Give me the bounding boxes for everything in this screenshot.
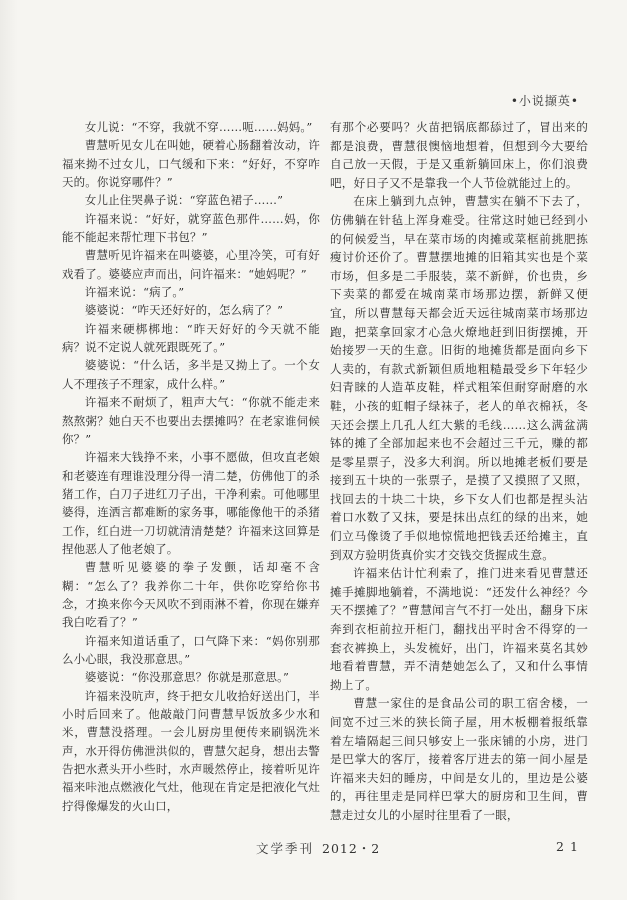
paragraph: 有那个必要吗？火苗把锅底都舔过了，冒出来的都是浪费，曹慧很懊恼地想着，但想到今大要给自己放一天假，于是又重新躺回床上，你们浪费吧，好日子又不是靠我一个人节俭就能过上的。 xyxy=(330,120,588,190)
section-header: •小说撷英• xyxy=(510,94,579,108)
paragraph: 许福来知道话重了，口气降下来：“妈你别那么小心眼，我没那意思。” xyxy=(62,633,320,666)
left-column xyxy=(62,118,320,815)
paragraph: 女儿止住哭鼻子说：“穿蓝色裙子……” xyxy=(84,193,284,208)
paragraph: 婆婆说：“你没那意思？你就是那意思。” xyxy=(84,670,290,685)
paragraph: 在床上躺到九点钟，曹慧实在躺不下去了，仿佛躺在针毡上浑身难受。往常这时她已经到小的何候爱当，早在菜市场的肉摊或菜框前挑肥拣瘦讨价还价了。曹慧摆地摊的旧箱其实也是个菜市场，但多是二手服装，菜不新鲜，价也贵，乡下卖菜的都爱在城南菜市场那边摆，新鲜又便宜，所以曹慧每天都会近天远往城南菜市场那边跑，把菜拿回家才心急火燎地赶到旧街摆摊，开始接罗一天的生意。旧街的地摊货都是面向乡下人卖的，有款式新颖但质地粗糙最受乡下年轻少妇青睐的人造革皮鞋，样式粗笨但耐穿耐磨的水鞋，小孩的虹帽子绿袜子，老人的单衣棉袄，冬天还会摆上几孔人红大紫的毛线……这么满盆满钵的摊了全部加起来也不会超过三千元，赚的都是零星票子，没多大利润。所以地摊老板们要是接到五十块的一张票子，是摸了又摸照了又照，找回去的十块二十块，乡下女人们也都是捏头沾着口水数了又抹，要是抹出点红的绿的出来，她们立马像烫了手似地惊慌地把钱丢还给摊主，直到双方验明货真价实才交钱交货握成生意。 xyxy=(330,194,588,562)
paragraph: 许福来估计忙利索了，推门进来看见曹慧还摊手摊脚地躺着，不满地说：“还发什么神经？今天不摆摊了？”曹慧闻言气不打一处出，翻身下床奔到衣柜前拉开柜门，翻找出平时舍不得穿的一套衣裤换上，头发梳好，出门，许福来莫名其妙地看着曹慧，弄不清楚她怎么了，又和什么事情拗上了。 xyxy=(330,566,588,692)
page-number: 21 xyxy=(556,839,584,854)
paragraph: 曹慧一家住的是食品公司的职工宿舍楼，一间宽不过三米的狭长筒子屋，用木板棚着报纸靠着左墙隔起三间只够安上一张床铺的小房，进门是巴掌大的客厅，接着客厅进去的第一间小屋是许福来夫妇的睡房，中间是女儿的，里边是公婆的，再往里走是同样巴掌大的厨房和卫生间，曹慧走过女儿的小屋时往里看了一眼， xyxy=(330,696,588,822)
paragraph: 许福来不耐烦了，粗声大气：“你就不能走来熬熬粥？她白天不也要出去摆摊吗？在老家谁伺候你？” xyxy=(62,395,320,446)
paragraph: 曹慧听见婆婆的拳子发颤，话却毫不含糊：“怎么了？我养你二十年，供你吃穿给你书念，才换来你今天风吹不到雨淋不着，你现在嫌弃我白吃看了？” xyxy=(62,560,320,630)
paragraph: 许福来硬梆梆地：“昨天好好的今天就不能病？说不定说人就死跟既死了。” xyxy=(62,321,320,355)
paragraph: 许福来说：“病了。” xyxy=(84,285,185,300)
issue-number: 2012・2 xyxy=(322,841,381,856)
paragraph: 曹慧听见女儿在叫她，硬着心肠翻着汝动，许福来拗不过女儿，口气缓和下来：“好好，不穿咋天的。你说穿哪件？” xyxy=(62,138,320,190)
paragraph: 女儿说：“不穿，我就不穿……呃……妈妈。” xyxy=(84,120,313,134)
paragraph: 许福来说：“好好，就穿蓝色那件……妈，你能不能起来帮忙理下书包？” xyxy=(62,211,320,245)
magazine-name: 文学季刊 xyxy=(256,841,315,856)
paragraph: 许福来没吭声，终于把女儿收拾好送出门，半小时后回来了。他敲敲门问曹慧早饭放多少水和米，曹慧没搭理。一会儿厨房里便传来刷锅洗米声，水开得仿佛泄洪似的，曹慧欠起身，想出去警告把水煮头开小些时，水声暖然停止，接着听见许福来咔池点燃液化气灶，他现在肯定是把液化气灶拧得像爆发的火山口， xyxy=(62,688,320,813)
right-column xyxy=(330,118,588,825)
page-footer xyxy=(0,839,627,859)
paragraph: 曹慧听见许福来在叫婆婆，心里冷笑，可有好戏看了。婆婆应声而出，问许福来：“她妈呢？” xyxy=(62,248,320,281)
paragraph: 婆婆说：“咋天还好好的，怎么病了？” xyxy=(84,303,284,318)
paragraph: 许福来大钱挣不来，小事不愿做，但攻直老娘和老婆连有理谁没理分得一清二楚，仿佛他丁的杀猪工作，白刀子进红刀子出，干净利索。可他哪里婆得，连洒言都难断的家务事，哪能像他干的杀猪工作，红白进一刀切就清清楚楚？许福来这回算是捏他恶人了他老娘了。 xyxy=(62,450,320,556)
paragraph: 婆婆说：“什么话，多半是又拗上了。一个女人不理孩子不理家，成什么样。” xyxy=(62,358,320,391)
